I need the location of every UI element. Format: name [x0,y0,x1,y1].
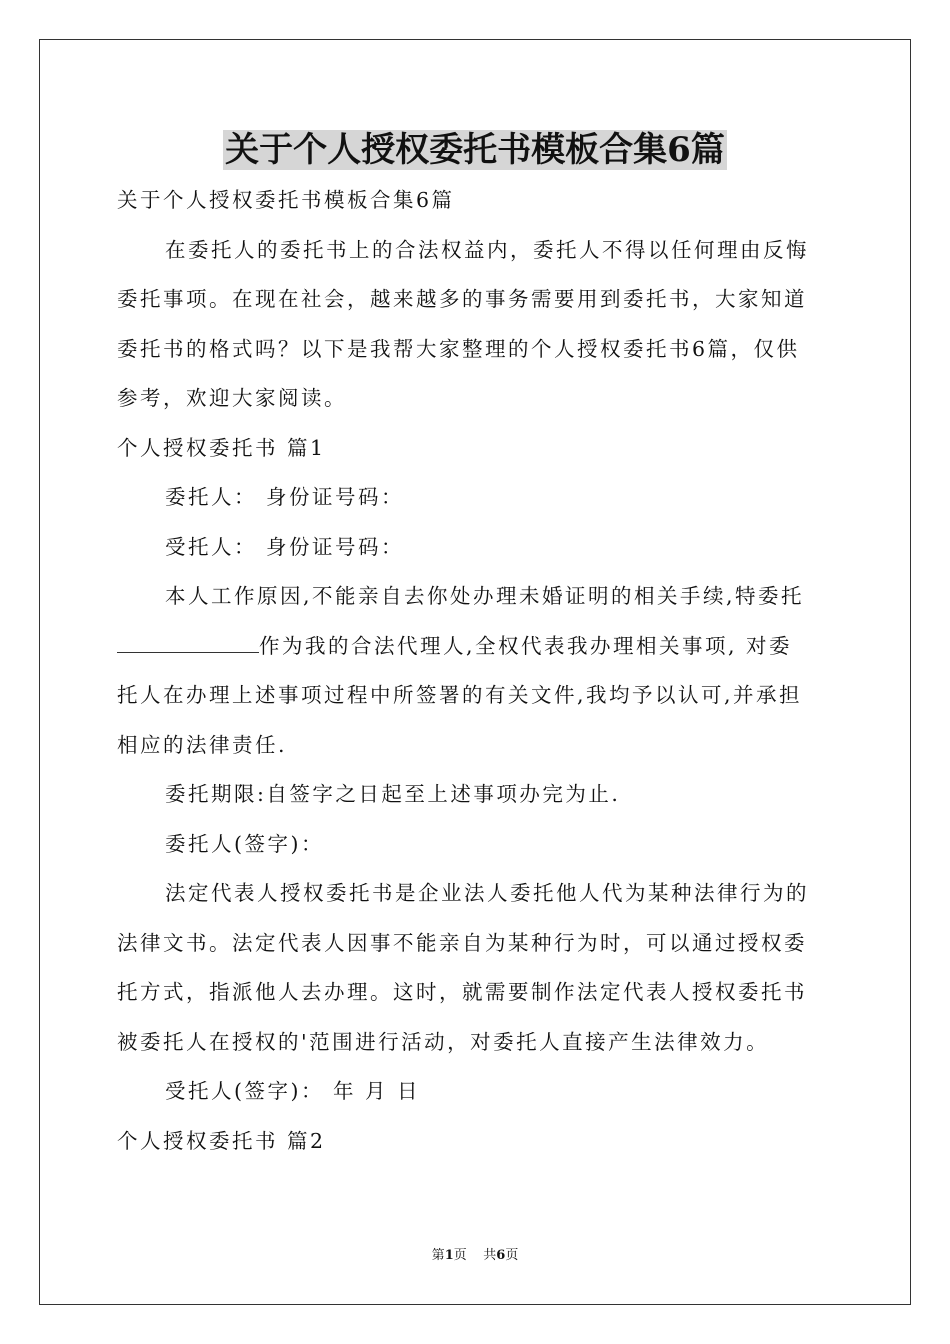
body-line: 委托人(签字)： [165,831,324,856]
body-line: 托方式，指派他人去办理。这时，就需要制作法定代表人授权委托书 [117,980,807,1004]
document-title-text: 关于个人授权委托书模板合集6篇 [225,130,725,170]
body-line: 委托期限:自签字之日起至上述事项办完为止. [165,782,621,806]
body-line-text: 作为我的合法代理人,全权代表我办理相关事项, 对委 [259,633,793,658]
page-label-prefix: 第 [431,1248,445,1263]
fill-in-blank [117,634,259,653]
section-heading: 个人授权委托书 篇1 [117,435,326,460]
body-line: 委托人： 身份证号码： [165,485,405,509]
body-line: 委托书的格式吗？以下是我帮大家整理的个人授权委托书6篇，仅供 [117,336,800,361]
body-line: 法律文书。法定代表人因事不能亲自为某种行为时，可以通过授权委 [117,930,807,955]
body-line: 本人工作原因,不能亲自去你处办理未婚证明的相关手续,特委托 [165,584,805,608]
body-line: 托人在办理上述事项过程中所签署的有关文件,我均予以认可,并承担 [117,683,803,707]
page-label-suffix: 页 [505,1248,519,1263]
body-line: 被委托人在授权的'范围进行活动，对委托人直接产生法律效力。 [117,1029,770,1054]
body-line-with-blank [117,622,837,672]
body-line: 相应的法律责任. [117,732,288,757]
body-line: 关于个人授权委托书模板合集6篇 [117,188,455,212]
document-body [117,176,837,1166]
page-total: 6 [496,1248,506,1263]
document-title [0,128,950,172]
body-line: 参考，欢迎大家阅读。 [117,386,347,410]
body-line: 受托人(签字)： 年 月 日 [165,1079,421,1103]
body-line: 法定代表人授权委托书是企业法人委托他人代为某种法律行为的 [165,881,809,905]
page-footer [0,1247,950,1265]
body-line: 在委托人的委托书上的合法权益内，委托人不得以任何理由反悔 [165,237,809,262]
body-line: 委托事项。在现在社会，越来越多的事务需要用到委托书，大家知道 [117,287,807,311]
section-heading: 个人授权委托书 篇2 [117,1128,326,1153]
page-label-mid: 页 共 [453,1248,497,1263]
page-current: 1 [444,1248,454,1263]
body-line: 受托人： 身份证号码： [165,534,405,559]
